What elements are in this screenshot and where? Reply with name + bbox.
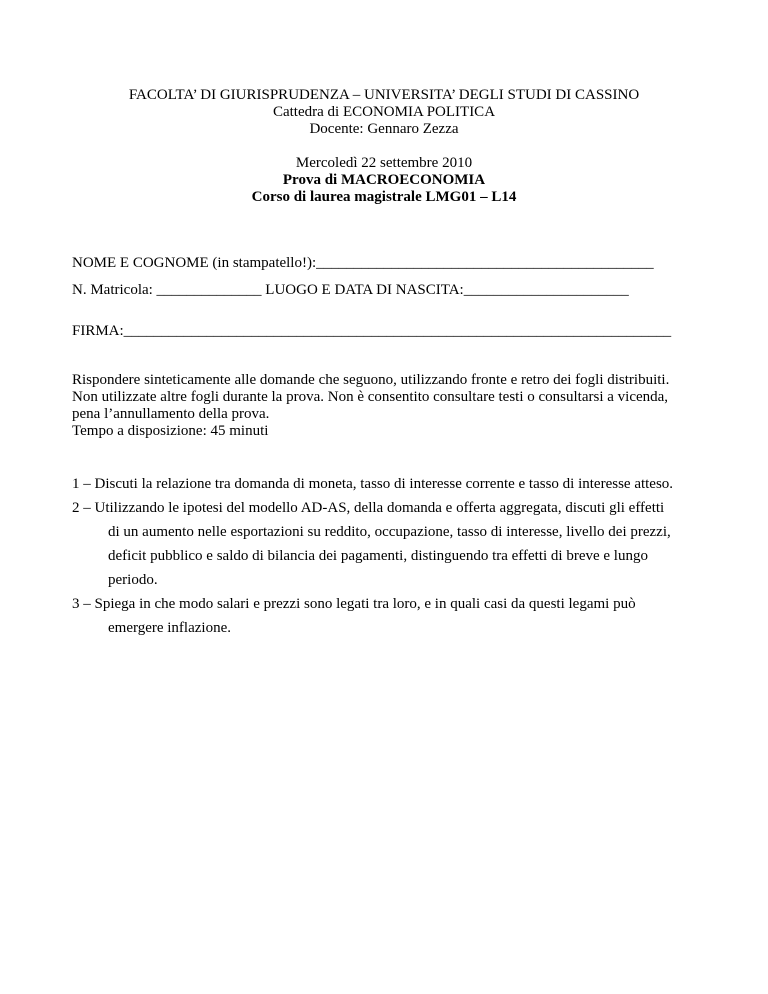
- signature-field: FIRMA:_________________________________________________________________________: [72, 323, 672, 339]
- exam-header: [0, 87, 768, 206]
- instruction-line: pena l’annullamento della prova.: [72, 406, 270, 422]
- instruction-line: Non utilizzate altre fogli durante la prova. Non è consentito consultare testi o consultarsi a vicenda,: [72, 389, 669, 405]
- instructions: [72, 372, 712, 440]
- instruction-line: Rispondere sinteticamente alle domande che seguono, utilizzando fronte e retro dei fogli distribuiti.: [72, 372, 670, 388]
- faculty-line: FACOLTA’ DI GIURISPRUDENZA – UNIVERSITA’ DEGLI STUDI DI CASSINO: [128, 87, 640, 103]
- matricola-field: N. Matricola: ______________ LUOGO E DATA DI NASCITA:______________________: [72, 282, 629, 298]
- question-1: 1 – Discuti la relazione tra domanda di moneta, tasso di interesse corrente e tasso di interesse atteso.: [72, 476, 674, 492]
- exam-date: Mercoledì 22 settembre 2010: [295, 155, 473, 171]
- question-2: 2 – Utilizzando le ipotesi del modello AD-AS, della domanda e offerta aggregata, discuti gli effetti: [72, 500, 665, 516]
- question-2-cont: periodo.: [108, 572, 158, 588]
- question-2-cont: di un aumento nelle esportazioni su reddito, occupazione, tasso di interesse, livello dei prezzi,: [108, 524, 671, 540]
- question-3: 3 – Spiega in che modo salari e prezzi sono legati tra loro, e in quali casi da questi legami può: [72, 596, 636, 612]
- course-name: Corso di laurea magistrale LMG01 – L14: [251, 189, 517, 205]
- question-2-cont: deficit pubblico e saldo di bilancia dei pagamenti, distinguendo tra effetti di breve e lungo: [108, 548, 648, 564]
- name-field: NOME E COGNOME (in stampatello!):_____________________________________________: [72, 255, 654, 271]
- chair-line: Cattedra di ECONOMIA POLITICA: [272, 104, 496, 120]
- question-list: [72, 472, 722, 640]
- exam-title: Prova di MACROECONOMIA: [282, 172, 486, 188]
- time-limit: Tempo a disposizione: 45 minuti: [72, 423, 269, 439]
- question-3-cont: emergere inflazione.: [108, 620, 231, 636]
- teacher-line: Docente: Gennaro Zezza: [309, 121, 459, 137]
